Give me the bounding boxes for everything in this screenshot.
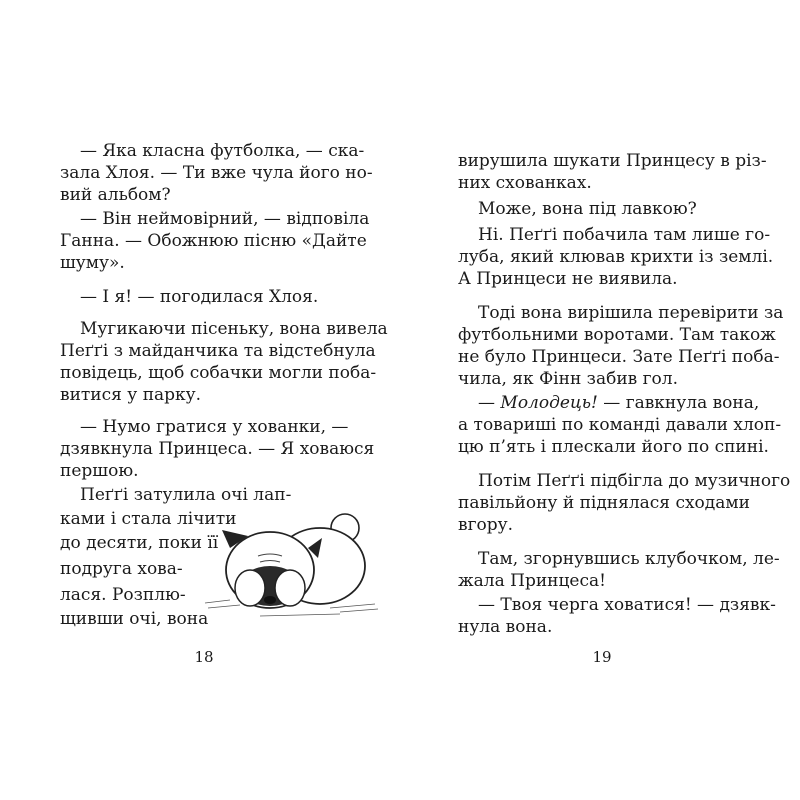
text-line: Ні. Пеґґі побачила там лише го- — [478, 225, 771, 245]
text-line: — Молодець! — гавкнула вона, — [478, 393, 760, 413]
text-line: вирушила шукати Принцесу в різ- — [458, 151, 767, 171]
text-line: павільйону й піднялася сходами — [458, 493, 750, 513]
pug-puppy-covering-eyes-icon — [200, 508, 380, 628]
text-line: — Твоя черга ховатися! — дзявк- — [478, 595, 776, 615]
text-line: першою. — [60, 461, 139, 481]
text-line: лася. Розплю- — [60, 585, 186, 605]
text-line: луба, який клював крихти із землі. — [458, 247, 774, 267]
text-line: — Нумо гратися у хованки, — — [80, 417, 349, 437]
text-line: шуму». — [60, 253, 125, 273]
text-line: подруга хова- — [60, 559, 183, 579]
text-line: — Він неймовірний, — відповіла — [80, 209, 370, 229]
text-line: — І я! — погодилася Хлоя. — [80, 287, 319, 307]
text-line: нула вона. — [458, 617, 553, 637]
text-line: дзявкнула Принцеса. — Я ховаюся — [60, 439, 375, 459]
text-line: Мугикаючи пісеньку, вона вивела — [80, 319, 388, 339]
text-fragment: — гавкнула вона, — [597, 393, 760, 413]
text-line: повідець, щоб собачки могли поба- — [60, 363, 377, 383]
text-line: Пеґґі затулила очі лап- — [80, 485, 292, 505]
text-line: вий альбом? — [60, 185, 171, 205]
text-line: футбольними воротами. Там також — [458, 325, 776, 345]
text-line: не було Принцеси. Зате Пеґґі поба- — [458, 347, 780, 367]
text-line: А Принцеси не виявила. — [458, 269, 678, 289]
text-line: Там, згорнувшись клубочком, ле- — [478, 549, 780, 569]
text-line: Тоді вона вирішила перевірити за — [478, 303, 784, 323]
text-line: а товариші по команді давали хлоп- — [458, 415, 782, 435]
text-line: витися у парку. — [60, 385, 202, 405]
text-line: Потім Пеґґі підбігла до музичного — [478, 471, 791, 491]
text-line: Може, вона під лавкою? — [478, 199, 697, 219]
text-line: них схованках. — [458, 173, 592, 193]
text-line: ками і стала лічити — [60, 509, 237, 529]
text-line: вгору. — [458, 515, 514, 535]
italic-exclamation: Молодець! — [500, 393, 598, 413]
text-line: цю п’ять і плескали його по спині. — [458, 437, 769, 457]
page-number: 18 — [194, 648, 214, 666]
text-line: жала Принцеса! — [458, 571, 606, 591]
text-line: Ганна. — Обожнюю пісню «Дайте — [60, 231, 367, 251]
text-line: чила, як Фінн забив гол. — [458, 369, 678, 389]
text-line: зала Хлоя. — Ти вже чула його но- — [60, 163, 373, 183]
text-line: Пеґґі з майданчика та відстебнула — [60, 341, 376, 361]
page-number: 19 — [592, 648, 612, 666]
text-line: щивши очі, вона — [60, 609, 209, 629]
text-line: — Яка класна футболка, — ска- — [80, 141, 365, 161]
text-line: до десяти, поки її — [60, 533, 219, 553]
